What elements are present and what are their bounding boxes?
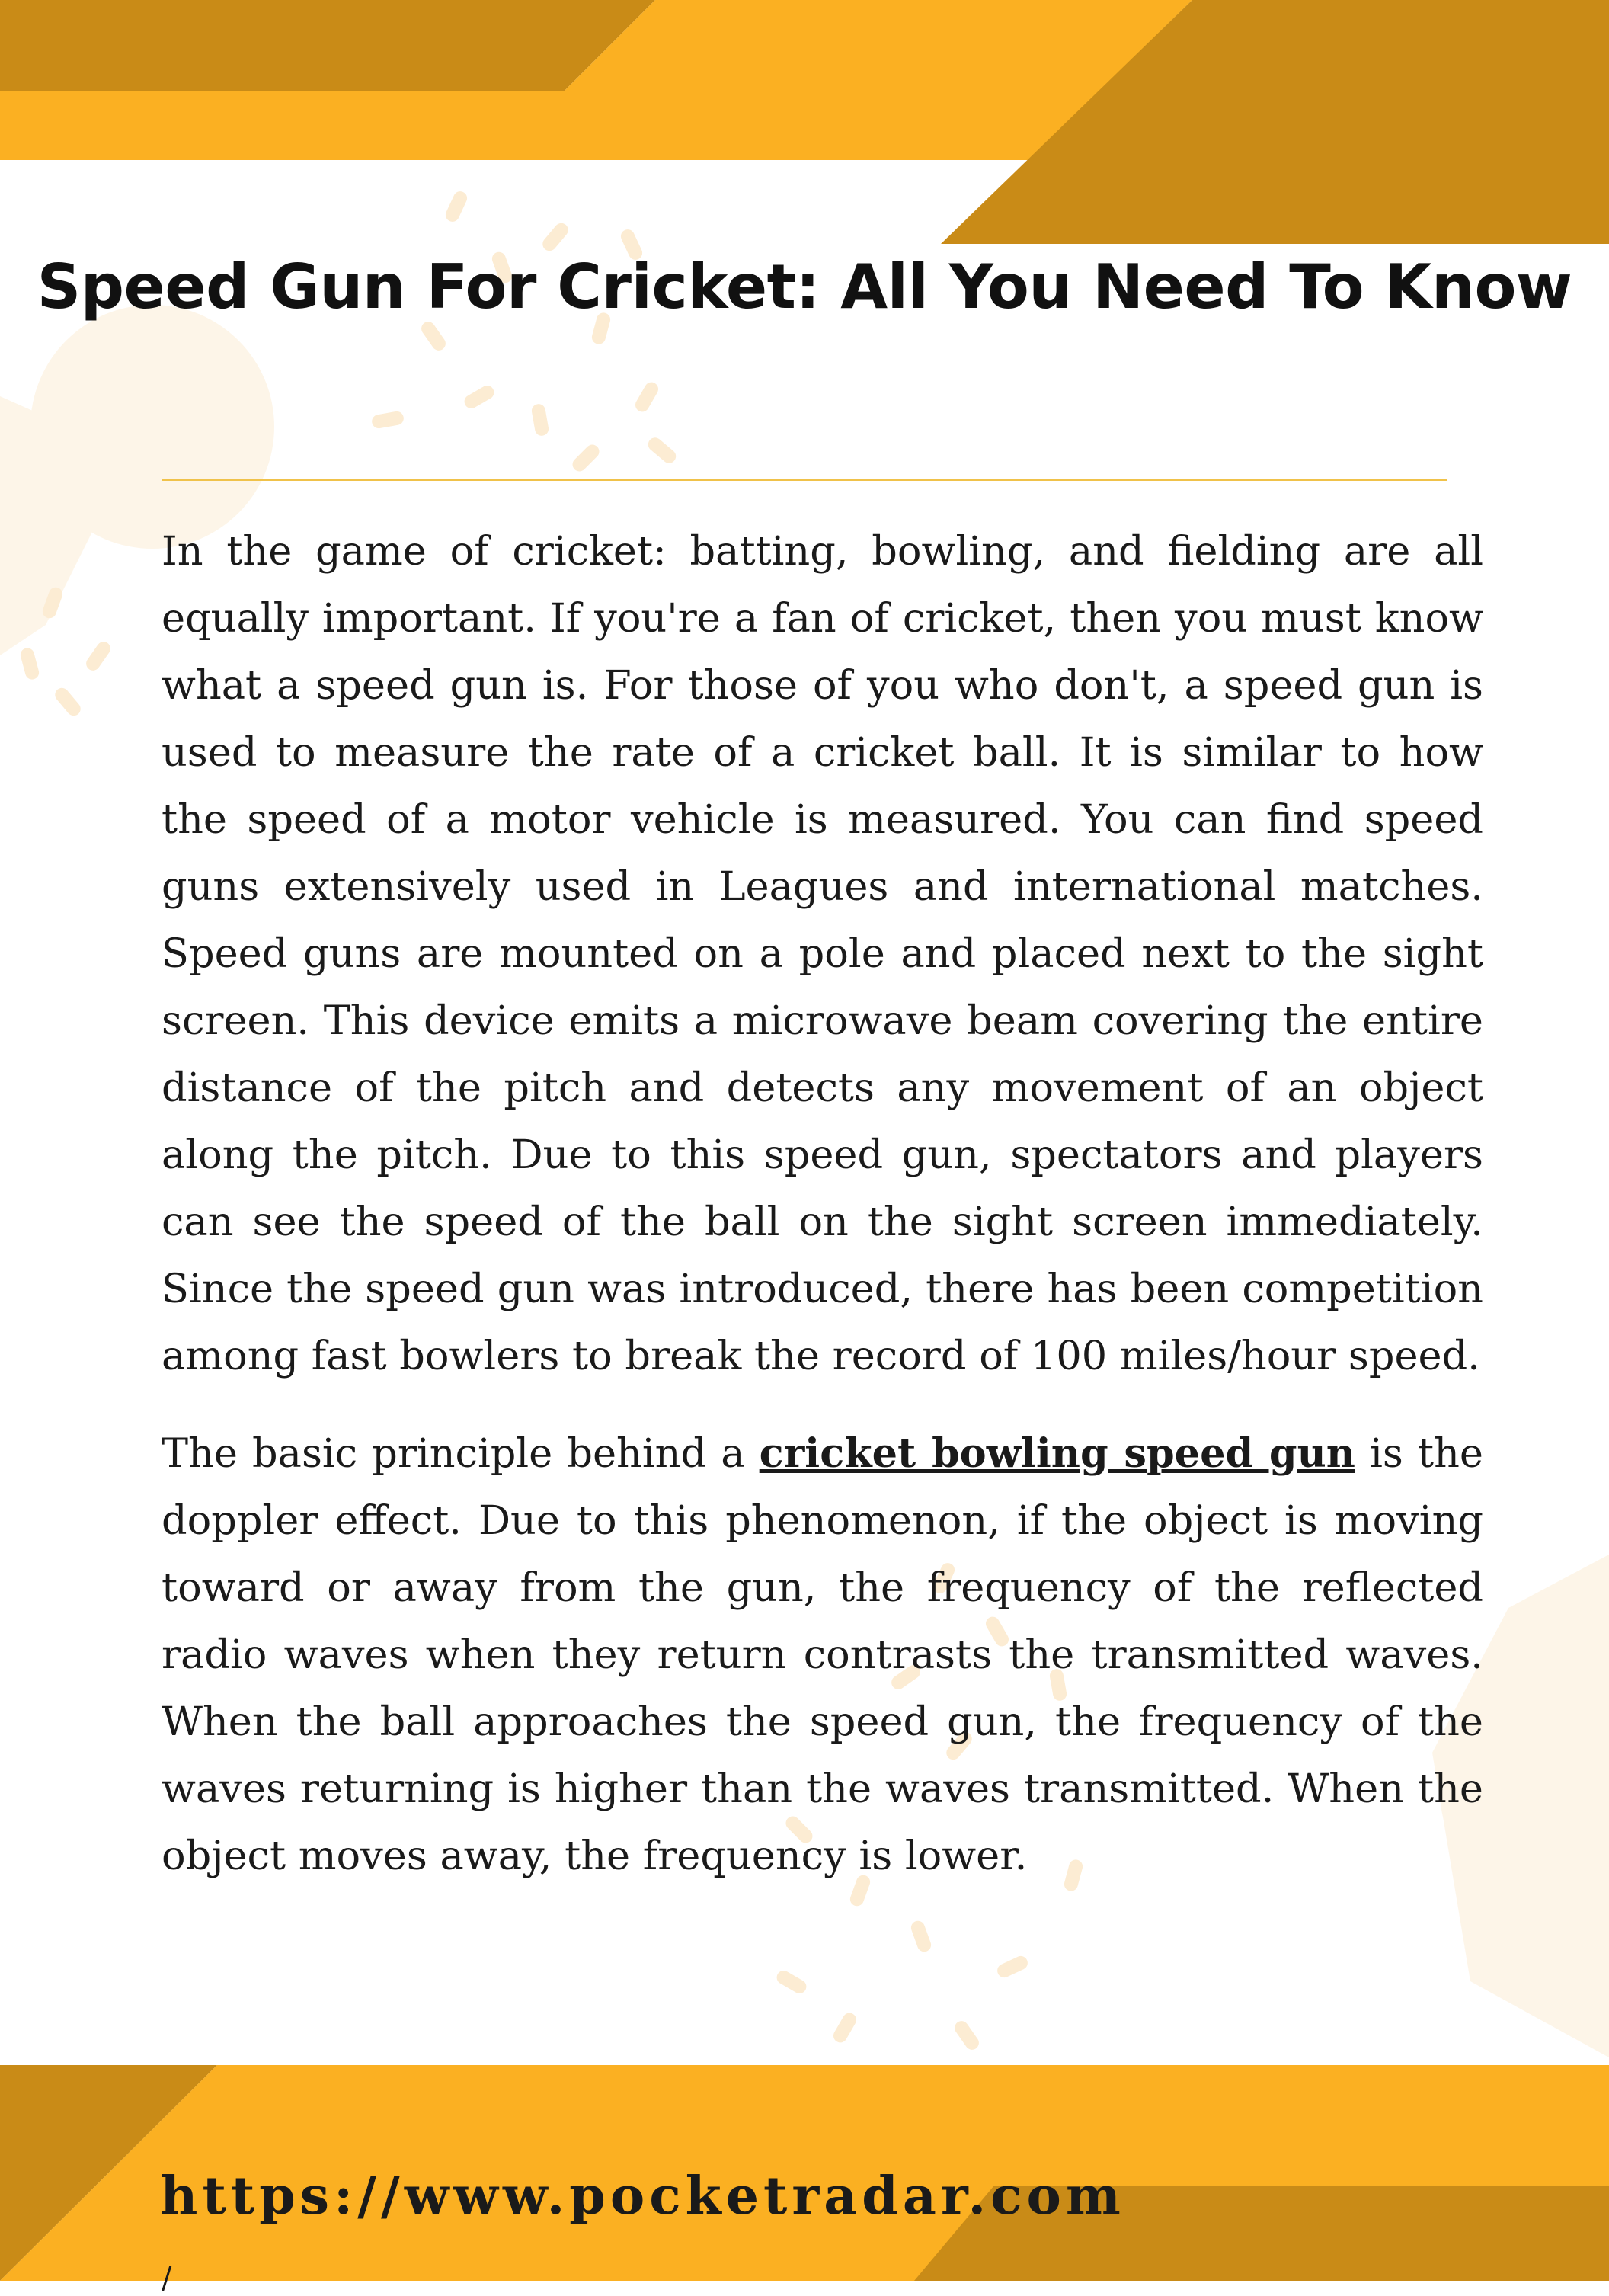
top-banner-dark-band bbox=[0, 0, 655, 91]
cricket-bowling-speed-gun-link[interactable]: cricket bowling speed gun bbox=[759, 1430, 1355, 1477]
paragraph-intro: In the game of cricket: batting, bowling, and fielding are all equally important. If you're a fan of cricket, then you must know what a speed gun is. For those of you who don't, a speed gun is used to measure the rate of a cricket ball. It is similar to how the speed of a motor vehicle is measured. You can find speed guns extensively used in Leagues and international matches. Speed guns are mounted on a pole and placed next to the sight screen. This device emits a microwave beam covering the entire distance of the pitch and detects any movement of an object along the pitch. Due to this speed gun, spectators and players can see the speed of the ball on the sight screen immediately. Since the speed gun was introduced, there has been competition among fast bowlers to break the record of 100 miles/hour speed. bbox=[162, 528, 1483, 1379]
top-banner bbox=[0, 0, 1609, 244]
paragraph-doppler bbox=[162, 1420, 1483, 1890]
paragraph-doppler-lead: The basic principle behind a bbox=[162, 1430, 760, 1477]
footer-website-link[interactable]: https://www.pocketradar.com bbox=[160, 2166, 1125, 2227]
page-title: Speed Gun For Cricket: All You Need To Know bbox=[37, 251, 1572, 322]
paragraph-doppler-rest: is the doppler effect. Due to this phenomenon, if the object is moving toward or away from the gun, the frequency of the reflected radio waves when they return contrasts the transmitted waves. When the ball approaches the speed gun, the frequency of the waves returning is higher than the waves transmitted. When the object moves away, the frequency is lower. bbox=[162, 1430, 1483, 1879]
title-divider bbox=[162, 479, 1447, 481]
article-body bbox=[162, 518, 1483, 1920]
footer-trailing-slash: / bbox=[162, 2261, 172, 2296]
